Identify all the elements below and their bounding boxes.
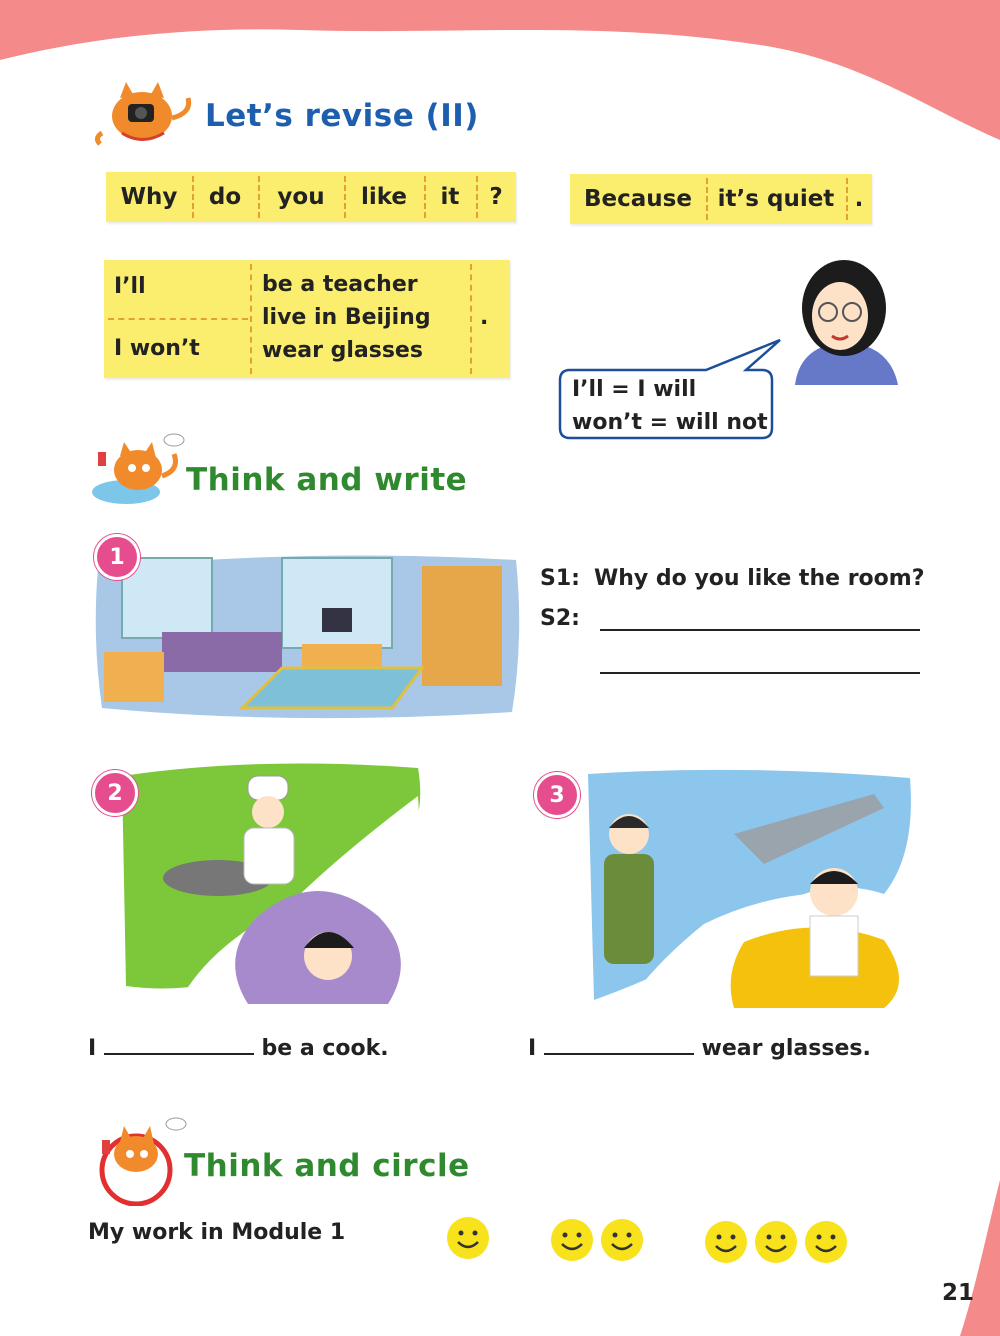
think-circle-title: Think and circle <box>184 1148 470 1184</box>
right-edge-decor <box>960 1180 1000 1336</box>
phrase-glasses: wear glasses <box>262 338 423 363</box>
cook-illustration <box>118 756 430 1004</box>
smiley-face-icon <box>754 1220 798 1264</box>
table-cell: . <box>854 186 864 212</box>
blank-input-3[interactable] <box>544 1053 694 1055</box>
bubble-line-1: I’ll = I will <box>572 377 697 402</box>
table-cell: do <box>208 184 242 210</box>
smiley-face-icon <box>446 1216 490 1260</box>
table-cell: Why <box>120 184 178 210</box>
smiley-face-icon <box>600 1218 644 1262</box>
revise-title: Let’s revise (II) <box>205 98 479 134</box>
phrase-beijing: live in Beijing <box>262 305 431 330</box>
s2-label: S2: <box>540 606 580 631</box>
room-illustration <box>92 548 522 724</box>
item-number-2: 2 <box>92 770 138 816</box>
glasses-sentence <box>528 1036 871 1061</box>
sentence-prefix: I <box>88 1036 97 1061</box>
table-cell: it <box>440 184 460 210</box>
pilot-illustration <box>584 764 916 1008</box>
smiley-group-3[interactable] <box>704 1218 854 1268</box>
cat-thinking-icon <box>88 432 188 512</box>
subject-will: I’ll <box>114 274 146 299</box>
table-cell: you <box>277 184 325 210</box>
s1-question: Why do you like the room? <box>594 566 925 591</box>
sentence-suffix: wear glasses. <box>701 1036 871 1061</box>
page-number: 21 <box>942 1280 975 1306</box>
smiley-face-icon <box>550 1218 594 1262</box>
cat-camera-icon <box>92 78 200 148</box>
bubble-line-2: won’t = will not <box>572 410 768 435</box>
answer-line-2[interactable] <box>600 672 920 674</box>
table-period: . <box>480 305 489 330</box>
smiley-face-icon <box>704 1220 748 1264</box>
cat-circle-icon <box>92 1114 192 1206</box>
table-cell: Because <box>584 186 692 212</box>
sentence-prefix: I <box>528 1036 537 1061</box>
item-number-3: 3 <box>534 772 580 818</box>
question-table <box>106 172 516 222</box>
phrase-teacher: be a teacher <box>262 272 418 297</box>
cook-sentence <box>88 1036 389 1061</box>
smiley-face-icon <box>804 1220 848 1264</box>
smiley-group-1[interactable] <box>446 1216 496 1266</box>
answer-table <box>570 174 872 224</box>
subject-wont: I won’t <box>114 336 200 361</box>
sentence-suffix: be a cook. <box>261 1036 389 1061</box>
will-table <box>104 260 510 378</box>
table-cell: it’s quiet <box>717 186 835 212</box>
think-write-title: Think and write <box>186 462 468 498</box>
module-prompt: My work in Module 1 <box>88 1220 346 1245</box>
s1-label: S1: <box>540 566 580 591</box>
item-number-1: 1 <box>94 534 140 580</box>
answer-line-1[interactable] <box>600 629 920 631</box>
smiley-group-2[interactable] <box>550 1216 650 1266</box>
table-cell: like <box>360 184 408 210</box>
table-cell: ? <box>489 184 503 210</box>
blank-input-2[interactable] <box>104 1053 254 1055</box>
teacher-illustration <box>780 250 910 390</box>
